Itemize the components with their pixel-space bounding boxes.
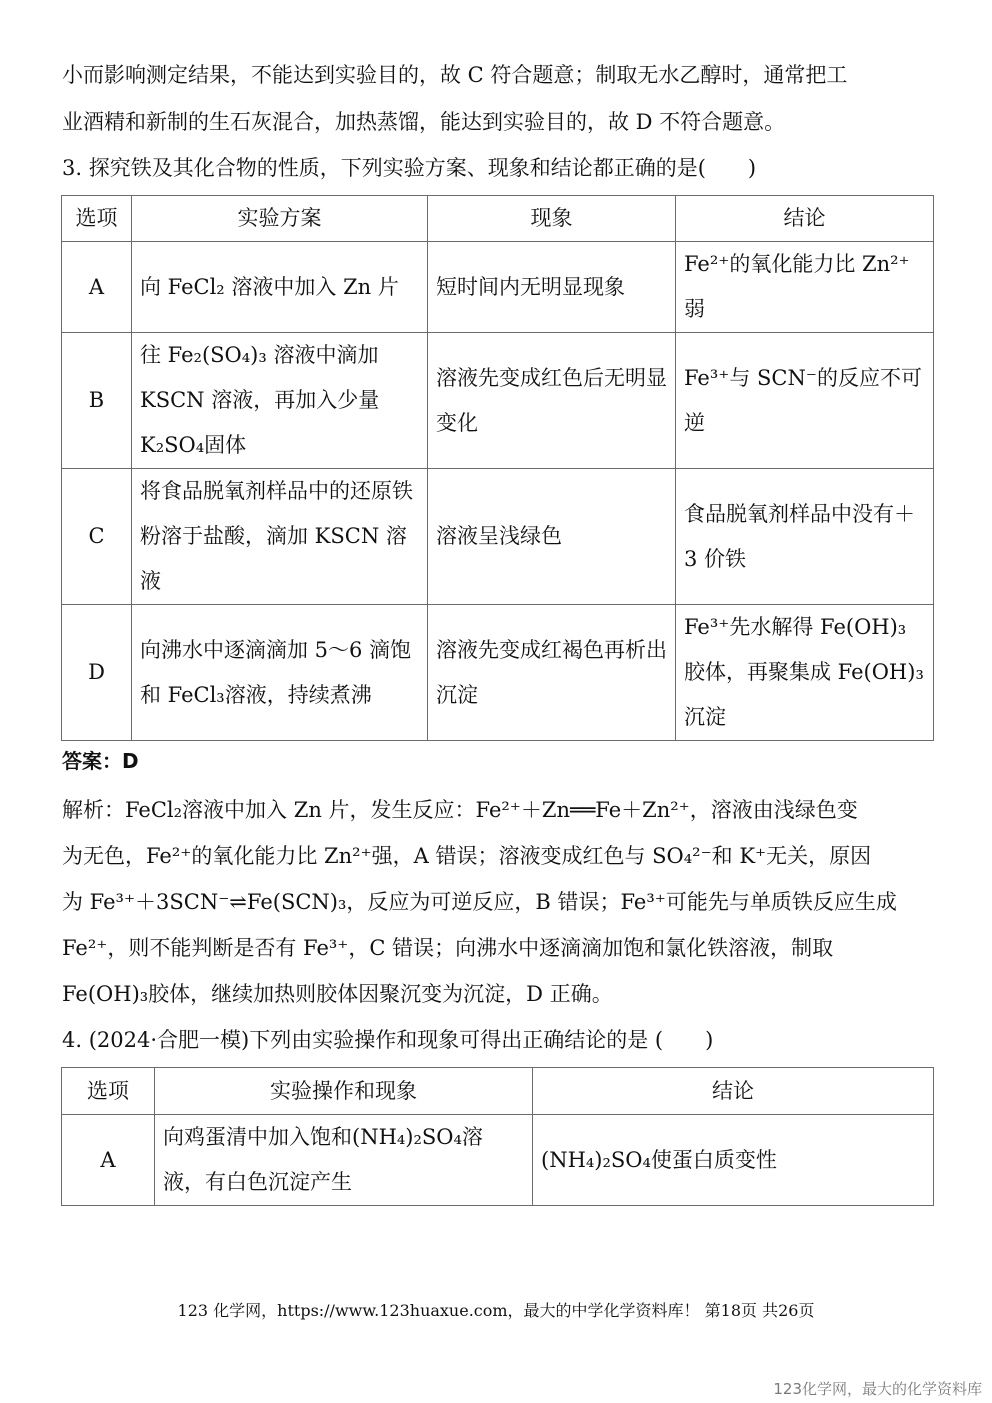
row-phenomenon: 溶液先变成红色后无明显变化 [428,333,676,469]
row-conclusion: 食品脱氧剂样品中没有＋3 价铁 [676,469,934,605]
analysis-line: Fe²⁺，则不能判断是否有 Fe³⁺，C 错误；向沸水中逐滴滴加饱和氯化铁溶液，制取 [62,936,834,960]
row-phenomenon: 溶液呈浅绿色 [428,469,676,605]
table-row [62,605,934,741]
question-4-table [61,1067,934,1206]
header-operation: 实验操作和现象 [155,1068,533,1115]
analysis-line: 为无色，Fe²⁺的氧化能力比 Zn²⁺强，A 错误；溶液变成红色与 SO₄²⁻和 K⁺无关，原因 [62,844,872,868]
row-plan: 向 FeCl₂ 溶液中加入 Zn 片 [132,242,428,333]
intro-line-2: 业酒精和新制的生石灰混合，加热蒸馏，能达到实验目的，故 D 不符合题意。 [62,110,786,134]
table-row [62,333,934,469]
row-conclusion: Fe³⁺与 SCN⁻的反应不可逆 [676,333,934,469]
row-operation: 向鸡蛋清中加入饱和(NH₄)₂SO₄溶液，有白色沉淀产生 [155,1115,533,1206]
page-footer: 123 化学网，https://www.123huaxue.com，最大的中学化学资料库！ 第18页 共26页 [177,1301,815,1320]
header-plan: 实验方案 [132,196,428,242]
row-conclusion: (NH₄)₂SO₄使蛋白质变性 [533,1115,934,1206]
table-header-row [62,196,934,242]
analysis-line: 解析：FeCl₂溶液中加入 Zn 片，发生反应：Fe²⁺＋Zn══Fe＋Zn²⁺，溶液由浅绿色变 [62,798,858,822]
watermark: 123化学网，最大的化学资料库 [773,1380,982,1398]
row-option: D [62,605,132,741]
analysis-line: Fe(OH)₃胶体，继续加热则胶体因聚沉变为沉淀，D 正确。 [62,982,613,1006]
intro-line-1: 小而影响测定结果，不能达到实验目的，故 C 符合题意；制取无水乙醇时，通常把工 [62,63,848,87]
header-conclusion: 结论 [533,1068,934,1115]
answer: 答案：D [62,749,139,773]
table-header-row [62,1068,934,1115]
row-option: A [62,1115,155,1206]
question-3-table [61,195,934,741]
row-option: C [62,469,132,605]
row-option: A [62,242,132,333]
table-row [62,242,934,333]
header-conclusion: 结论 [676,196,934,242]
header-option: 选项 [62,1068,155,1115]
analysis-line: 为 Fe³⁺＋3SCN⁻⇌Fe(SCN)₃，反应为可逆反应，B 错误；Fe³⁺可能先与单质铁反应生成 [62,890,897,914]
row-plan: 往 Fe₂(SO₄)₃ 溶液中滴加 KSCN 溶液，再加入少量 K₂SO₄固体 [132,333,428,469]
row-phenomenon: 溶液先变成红褐色再析出沉淀 [428,605,676,741]
row-option: B [62,333,132,469]
header-option: 选项 [62,196,132,242]
row-plan: 向沸水中逐滴滴加 5～6 滴饱和 FeCl₃溶液，持续煮沸 [132,605,428,741]
question-4-title: 4. (2024·合肥一模)下列由实验操作和现象可得出正确结论的是 ( ) [62,1028,714,1052]
analysis [62,787,934,1017]
row-phenomenon: 短时间内无明显现象 [428,242,676,333]
row-plan: 将食品脱氧剂样品中的还原铁粉溶于盐酸，滴加 KSCN 溶液 [132,469,428,605]
row-conclusion: Fe³⁺先水解得 Fe(OH)₃胶体，再聚集成 Fe(OH)₃沉淀 [676,605,934,741]
header-phenomenon: 现象 [428,196,676,242]
table-row [62,469,934,605]
table-row [62,1115,934,1206]
question-3-title: 3. 探究铁及其化合物的性质，下列实验方案、现象和结论都正确的是( ) [62,156,757,180]
row-conclusion: Fe²⁺的氧化能力比 Zn²⁺弱 [676,242,934,333]
